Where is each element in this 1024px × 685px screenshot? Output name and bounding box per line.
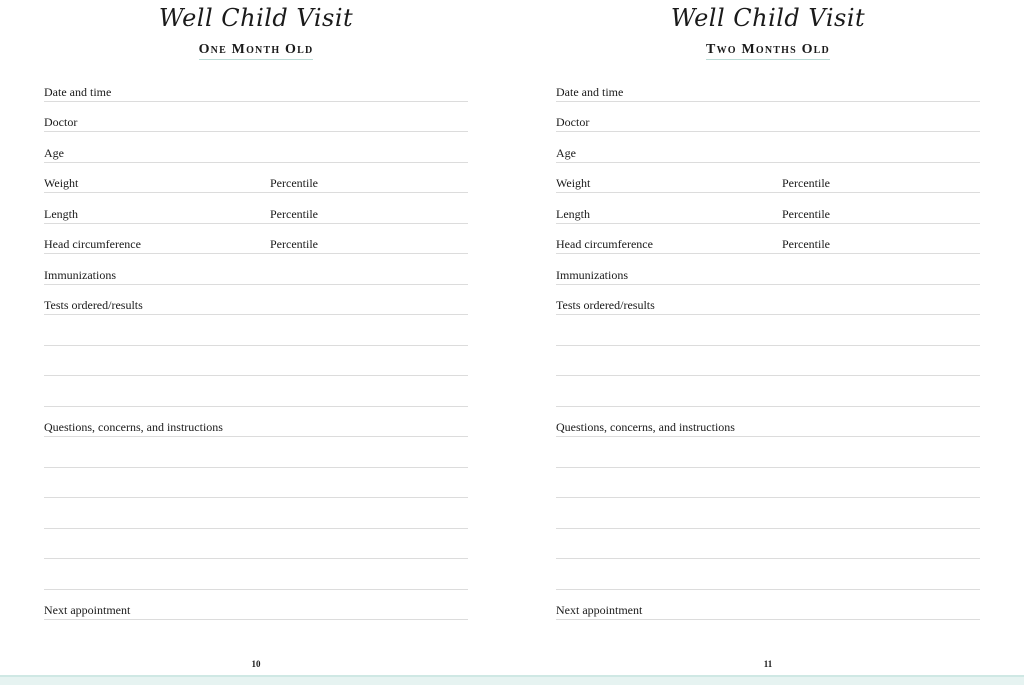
doctor-line[interactable] bbox=[556, 111, 980, 132]
page-subtitle bbox=[0, 40, 512, 60]
immunizations-label: Immunizations bbox=[556, 268, 628, 282]
page-number: 10 bbox=[251, 659, 261, 669]
blank-line[interactable] bbox=[44, 447, 468, 468]
date-time-label: Date and time bbox=[44, 85, 112, 99]
blank-line[interactable] bbox=[44, 477, 468, 498]
length-percentile-label: Percentile bbox=[270, 207, 318, 221]
page-number: 11 bbox=[763, 659, 773, 669]
immunizations-label: Immunizations bbox=[44, 268, 116, 282]
weight-percentile-label: Percentile bbox=[270, 176, 318, 190]
length-line[interactable] bbox=[556, 203, 980, 224]
blank-line[interactable] bbox=[44, 355, 468, 376]
next-appointment-line[interactable] bbox=[44, 599, 468, 620]
doctor-label: Doctor bbox=[556, 115, 590, 129]
tests-line[interactable] bbox=[44, 294, 468, 315]
questions-line[interactable] bbox=[556, 416, 980, 437]
length-label: Length bbox=[44, 207, 78, 221]
length-label: Length bbox=[556, 207, 590, 221]
questions-line[interactable] bbox=[44, 416, 468, 437]
blank-line[interactable] bbox=[556, 386, 980, 407]
page-title: Well Child Visit bbox=[670, 4, 866, 32]
page-title: Well Child Visit bbox=[158, 4, 354, 32]
weight-percentile-label: Percentile bbox=[782, 176, 830, 190]
date-time-line[interactable] bbox=[44, 81, 468, 102]
head-circumference-label: Head circumference bbox=[44, 237, 141, 251]
blank-line[interactable] bbox=[44, 325, 468, 346]
next-appointment-label: Next appointment bbox=[556, 603, 643, 617]
blank-line[interactable] bbox=[556, 538, 980, 559]
doctor-line[interactable] bbox=[44, 111, 468, 132]
blank-line[interactable] bbox=[44, 569, 468, 590]
questions-label: Questions, concerns, and instructions bbox=[44, 420, 223, 434]
blank-line[interactable] bbox=[44, 538, 468, 559]
tests-label: Tests ordered/results bbox=[44, 298, 143, 312]
head-circumference-line[interactable] bbox=[44, 233, 468, 254]
page-subtitle bbox=[512, 40, 1024, 60]
tests-line[interactable] bbox=[556, 294, 980, 315]
weight-label: Weight bbox=[556, 176, 591, 190]
weight-line[interactable] bbox=[44, 172, 468, 193]
weight-line[interactable] bbox=[556, 172, 980, 193]
date-time-line[interactable] bbox=[556, 81, 980, 102]
date-time-label: Date and time bbox=[556, 85, 624, 99]
doctor-label: Doctor bbox=[44, 115, 78, 129]
head-percentile-label: Percentile bbox=[270, 237, 318, 251]
age-line[interactable] bbox=[44, 142, 468, 163]
subtitle-text: Two Months Old bbox=[706, 42, 830, 60]
head-circumference-line[interactable] bbox=[556, 233, 980, 254]
immunizations-line[interactable] bbox=[556, 264, 980, 285]
subtitle-text: One Month Old bbox=[199, 42, 314, 60]
right-page bbox=[512, 0, 1024, 685]
age-line[interactable] bbox=[556, 142, 980, 163]
age-label: Age bbox=[44, 146, 64, 160]
immunizations-line[interactable] bbox=[44, 264, 468, 285]
questions-label: Questions, concerns, and instructions bbox=[556, 420, 735, 434]
blank-line[interactable] bbox=[556, 325, 980, 346]
blank-line[interactable] bbox=[44, 508, 468, 529]
bottom-accent-band bbox=[0, 675, 1024, 685]
age-label: Age bbox=[556, 146, 576, 160]
weight-label: Weight bbox=[44, 176, 79, 190]
blank-line[interactable] bbox=[556, 508, 980, 529]
head-circumference-label: Head circumference bbox=[556, 237, 653, 251]
blank-line[interactable] bbox=[556, 569, 980, 590]
next-appointment-line[interactable] bbox=[556, 599, 980, 620]
blank-line[interactable] bbox=[44, 386, 468, 407]
length-line[interactable] bbox=[44, 203, 468, 224]
tests-label: Tests ordered/results bbox=[556, 298, 655, 312]
length-percentile-label: Percentile bbox=[782, 207, 830, 221]
blank-line[interactable] bbox=[556, 355, 980, 376]
blank-line[interactable] bbox=[556, 477, 980, 498]
blank-line[interactable] bbox=[556, 447, 980, 468]
next-appointment-label: Next appointment bbox=[44, 603, 131, 617]
head-percentile-label: Percentile bbox=[782, 237, 830, 251]
